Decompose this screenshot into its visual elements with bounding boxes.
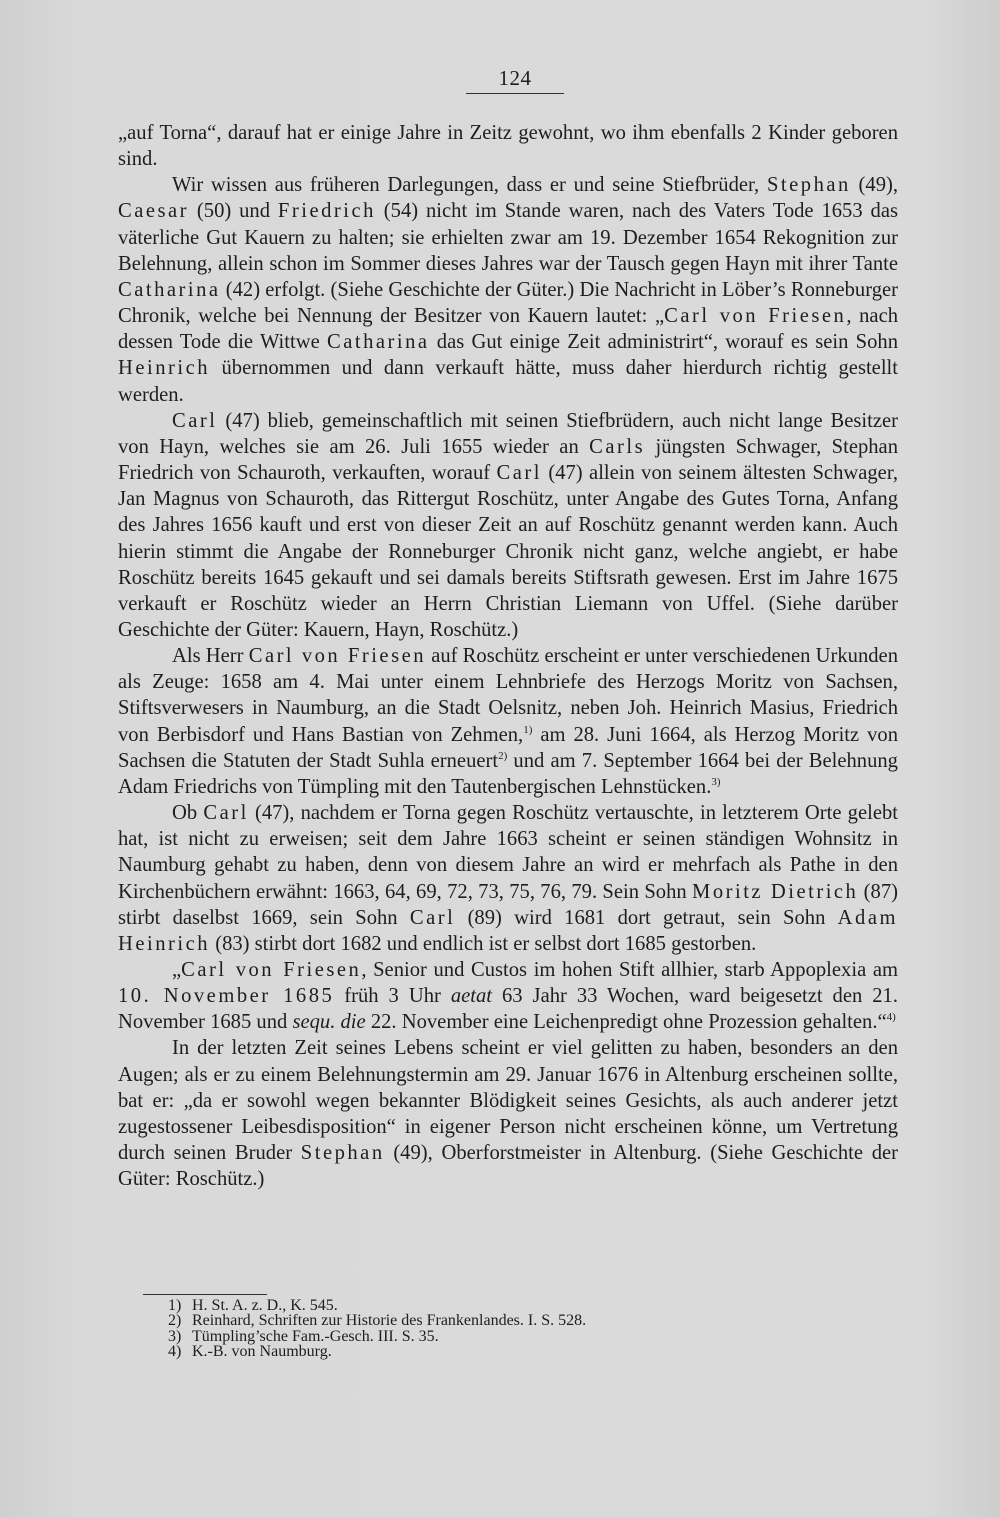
footnote-text: K.-B. von Naumburg.	[192, 1343, 332, 1361]
text-run: „	[172, 959, 182, 981]
text-run: (47), nachdem er Torna gegen Roschütz vertauschte, in letzterem Orte gelebt hat, ist nicht zu erweisen; seit dem Jahre 1663 scheint er seinen ständigen Wohnsitz in Naumburg gehabt zu haben, denn von diesem Jahre an wird er mehrfach als Pathe in den Kirchenbüchern erwähnt: 1663, 64, 69, 72, 73, 75, 76, 79. Sein Sohn	[118, 802, 898, 903]
paragraph	[118, 643, 898, 800]
footnotes	[168, 1298, 808, 1360]
spaced-name: Stephan	[766, 174, 851, 197]
footnote-ref: 3)	[711, 776, 721, 789]
text-run: (87) stirbt daselbst 1669, sein Sohn	[118, 880, 898, 929]
spaced-name: Adam Heinrich	[118, 906, 898, 955]
text-run: In der letzten Zeit seines Lebens scheint er viel gelitten zu haben, besonders an den Augen; als er zu einem Belehnungstermin am 29. Januar 1676 in Altenburg erscheinen sollte, bat er: „da er sowohl wegen bekannter Blödigkeit seines Gesichts, als auch anderer jetzt zugestossener Leibesdisposition“ in eigener Person nicht erscheinen könne, um Vertretung durch seinen Bruder	[118, 1037, 898, 1165]
text-run: (50) und	[189, 200, 278, 223]
paragraph	[118, 120, 898, 172]
text-run: übernommen und dann verkauft hätte, muss daher hierdurch richtig gestellt werden.	[118, 357, 898, 406]
text-run: jüngsten Schwager, Stephan Friedrich von Schauroth, verkauften, worauf	[118, 435, 898, 485]
text-run: (47) allein von seinem ältesten Schwager, Jan Magnus von Schauroth, das Rittergut Roschütz, unter Angabe des Gutes Torna, Anfang des Jahres 1656 kauft und erst von dieser Zeit an auf Roschütz genannt werden kann. Auch hierin stimmt die Angabe der Ronneburger Chronik nicht ganz, welche angiebt, er habe Roschütz bereits 1645 gekauft und sei damals bereits Stiftsrath gewesen. Erst im Jahre 1675 verkauft er Roschütz wieder an Herrn Christian Liemann von Uffel. (Siehe darüber Geschichte der Güter: Kauern, Hayn, Roschütz.)	[118, 462, 898, 641]
text-run: (54) nicht im Stande waren, nach des Vaters Tode 1653 das väterliche Gut Kauern zu halten; sie erhielten zwar am 19. Dezember 1654 Rekognition zur Belehnung, allein schon im Sommer dieses Jahres war der Tausch gegen Hayn mit ihrer Tante	[118, 200, 898, 275]
spaced-name: Carl von Friesen	[181, 959, 362, 981]
italic-text: sequ. die	[292, 1011, 366, 1034]
paragraph	[118, 1035, 898, 1192]
page-number: 124	[498, 66, 532, 90]
spaced-name: Carls	[589, 435, 646, 458]
spaced-name: Friedrich	[277, 200, 376, 223]
spaced-name: Catharina	[326, 331, 430, 354]
text-run: 22. November eine Leichenpredigt ohne Prozession gehalten.“	[365, 1011, 887, 1034]
spaced-name: Moritz Dietrich	[692, 880, 859, 903]
footnote	[168, 1313, 808, 1328]
text-run: Wir wissen aus früheren Darlegungen, dass er und seine Stiefbrüder,	[172, 174, 767, 197]
footnote-ref: 2)	[498, 749, 508, 762]
text-run: auf Roschütz erscheint er unter verschiedenen Urkunden als Zeuge: 1658 am 4. Mai unter einem Lehnbriefe des Herzogs Moritz von Sachsen, Stiftsverwesers in Naumburg, an die Stadt Oelsnitz, neben Joh. Heinrich Masius, Friedrich von Berbisdorf und Hans Bastian von Zehmen,	[118, 645, 898, 746]
spaced-name: Stephan	[300, 1142, 385, 1165]
spaced-name: Carl	[172, 409, 218, 432]
text-run: , Senior und Custos im hohen Stift allhier, starb Appoplexia am	[361, 959, 898, 981]
spaced-name: 10. November 1685	[118, 985, 335, 1008]
text-run: (83) stirbt dort 1682 und endlich ist er selbst dort 1685 gestorben.	[210, 932, 757, 955]
spaced-name: Carl	[203, 802, 249, 825]
text-run: (49), Oberforstmeister in Altenburg. (Siehe Geschichte der Güter: Roschütz.)	[118, 1142, 898, 1191]
footnote-marker: 1)	[168, 1297, 182, 1314]
text-run: (49),	[850, 174, 899, 197]
text-run: (42) erfolgt. (Siehe Geschichte der Güter.) Die Nachricht in Löber’s Ronneburger Chronik, welche bei Nennung der Besitzer von Kauern lautet: „	[118, 278, 898, 328]
header-rule	[466, 93, 564, 94]
paragraph	[118, 800, 898, 957]
text-run: Als Herr	[172, 645, 249, 668]
paragraph	[118, 172, 898, 407]
footnote-text: Tümpling’sche Fam.-Gesch. III. S. 35.	[192, 1327, 439, 1345]
text-run: , nach dessen Tode die Wittwe	[118, 305, 899, 354]
text-run: früh 3 Uhr	[334, 985, 451, 1008]
footnote	[168, 1344, 808, 1359]
footnote-ref: 1)	[523, 723, 533, 736]
italic-text: aetat	[450, 985, 493, 1008]
text-run: 63 Jahr 33 Wochen, ward beigesetzt den 21. November 1685 und	[118, 985, 898, 1034]
spaced-name: Carl	[409, 906, 456, 929]
footnote	[168, 1329, 808, 1344]
text-run: (89) wird 1681 dort getraut, sein Sohn	[455, 906, 838, 929]
footnote-marker: 2)	[168, 1312, 182, 1330]
paragraph	[118, 957, 898, 1035]
text-run: das Gut einige Zeit administrirt“, worauf es sein Sohn	[429, 331, 898, 354]
spaced-name: Carl von Friesen	[248, 645, 427, 668]
footnote-text: Reinhard, Schriften zur Historie des Frankenlandes. I. S. 528.	[192, 1312, 587, 1330]
paragraph	[118, 408, 898, 643]
text-run: am 28. Juni 1664, als Herzog Moritz von Sachsen die Statuten der Stadt Suhla erneuert	[118, 723, 898, 772]
footnote-ref: 4)	[886, 1011, 896, 1024]
footnote-rule	[143, 1294, 267, 1295]
spaced-name: Heinrich	[118, 357, 211, 380]
footnote-marker: 4)	[168, 1343, 182, 1361]
footnote	[168, 1298, 808, 1313]
footnote-text: H. St. A. z. D., K. 545.	[192, 1297, 338, 1314]
text-run: „auf Torna“, darauf hat er einige Jahre in Zeitz gewohnt, wo ihm ebenfalls 2 Kinder geboren sind.	[118, 122, 898, 171]
text-run: Ob	[172, 802, 204, 825]
spaced-name: Carl	[496, 462, 542, 485]
spaced-name: Caesar	[118, 200, 190, 223]
text-run: (47) blieb, gemeinschaftlich mit seinen Stiefbrüdern, auch nicht lange Besitzer von Hayn, welches sie am 26. Juli 1655 wieder an	[118, 409, 898, 458]
footnote-marker: 3)	[168, 1327, 182, 1345]
spaced-name: Carl von Friesen	[664, 305, 847, 328]
body-text	[118, 120, 898, 1192]
text-run: und am 7. September 1664 bei der Belehnung Adam Friedrichs von Tümpling mit den Tautenbergischen Lehnstücken.	[118, 749, 898, 798]
spaced-name: Catharina	[118, 278, 221, 301]
